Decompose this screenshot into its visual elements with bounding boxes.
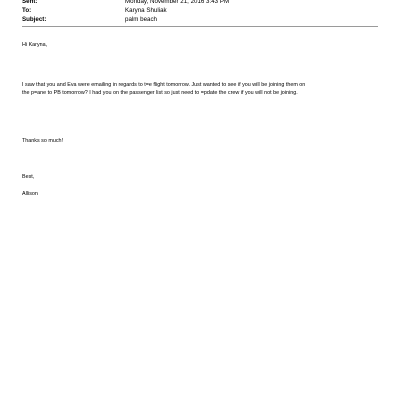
signature-text: Allison xyxy=(22,191,38,197)
subject-row xyxy=(22,15,382,24)
subject-label: Subject: xyxy=(22,16,47,23)
greeting-text: Hi Karyna, xyxy=(22,42,48,48)
email-header xyxy=(22,0,382,24)
to-row xyxy=(22,6,382,15)
closing-text: Best, xyxy=(22,174,35,180)
message-line-2: the p=ane to PB tomorrow? I had you on the passenger list so just need to =pdate the crew if you will not be joining. xyxy=(22,90,298,96)
thanks-text: Thanks so much! xyxy=(22,138,64,144)
message-paragraph xyxy=(22,81,305,97)
to-value: Karyna Shuliak xyxy=(125,7,167,14)
sent-label: Sent: xyxy=(22,0,38,5)
to-label: To: xyxy=(22,7,32,14)
subject-value: palm beach xyxy=(125,16,157,23)
message-line-1: I saw that you and Eva were emailing in regards to t=e flight tomorrow. Just wanted to see if you will be joining them on xyxy=(22,82,306,88)
sent-value: Monday, November 21, 2016 3:43 PM xyxy=(125,0,230,5)
header-divider xyxy=(22,26,378,27)
